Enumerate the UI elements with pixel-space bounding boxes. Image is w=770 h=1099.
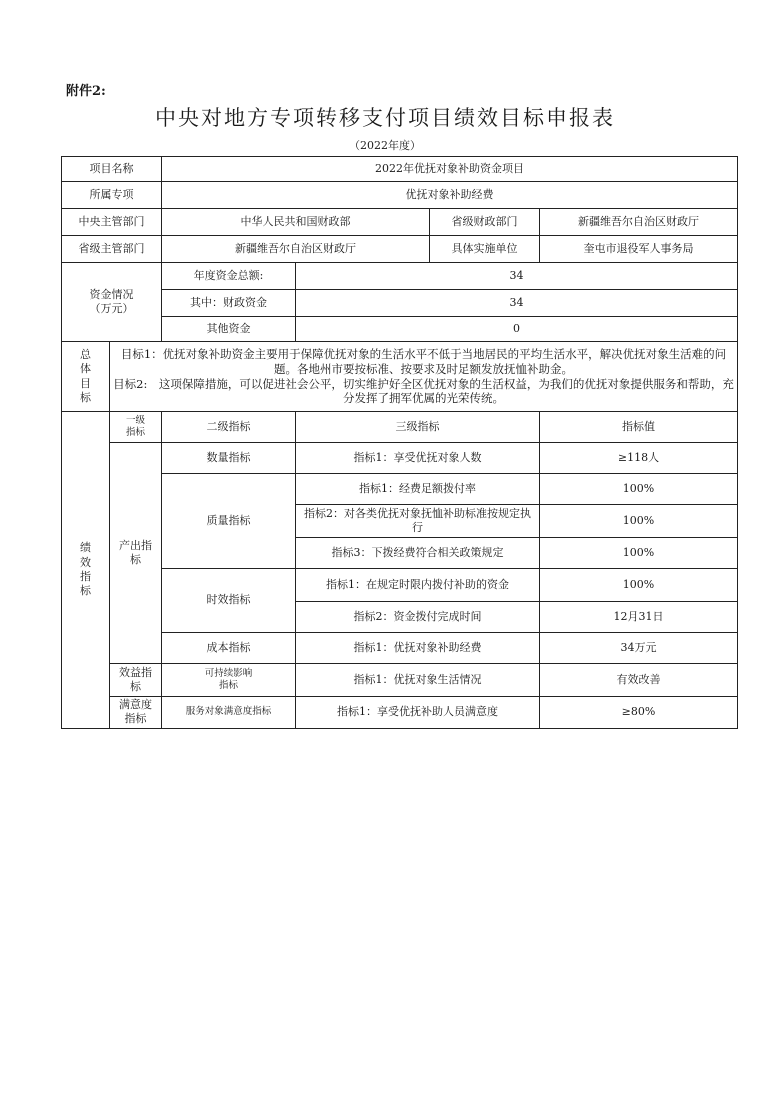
special-label: 所属专项 (62, 182, 162, 209)
project-name-label: 项目名称 (62, 157, 162, 182)
goals-label: 总 体 目 标 (62, 342, 110, 412)
funds-total-label: 年度资金总额: (162, 263, 296, 290)
t1-value: 100% (540, 569, 738, 602)
s1-value: 有效改善 (540, 664, 738, 697)
year-label: （2022年度） (349, 139, 421, 152)
prov-finance-value: 新疆维吾尔自治区财政厅 (540, 209, 738, 236)
header-level2: 二级指标 (162, 412, 296, 443)
ql2-text: 指标2：对各类优抚对象抚恤补助标准按规定执行 (296, 505, 540, 538)
impl-unit-label: 具体实施单位 (430, 236, 540, 263)
funds-other-label: 其他资金 (162, 317, 296, 342)
t2-text: 指标2：资金拨付完成时间 (296, 602, 540, 633)
ql1-text: 指标1：经费足额拨付率 (296, 474, 540, 505)
timeliness-label: 时效指标 (162, 569, 296, 633)
t2-value: 12月31日 (540, 602, 738, 633)
output-label: 产出指 标 (110, 443, 162, 664)
cost-label: 成本指标 (162, 633, 296, 664)
quantity-label: 数量指标 (162, 443, 296, 474)
ql1-value: 100% (540, 474, 738, 505)
central-dept-value: 中华人民共和国财政部 (162, 209, 430, 236)
central-dept-label: 中央主管部门 (62, 209, 162, 236)
quality-label: 质量指标 (162, 474, 296, 569)
ql2-value: 100% (540, 505, 738, 538)
goal-1: 目标1：优抚对象补助资金主要用于保障优抚对象的生活水平不低于当地居民的平均生活水平，解决优抚对象生活难的问题。各地州市要按标准、按要求及时足额发放抚恤补助金。 (120, 346, 727, 376)
funds-total-value: 34 (296, 263, 738, 290)
header-level3: 三级指标 (296, 412, 540, 443)
funds-label-line1: 资金情况 (89, 287, 134, 301)
s1-text: 指标1：优抚对象生活情况 (296, 664, 540, 697)
attachment-label: 附件2: (66, 84, 106, 99)
service-label: 服务对象满意度指标 (162, 697, 296, 729)
sat1-value: ≥80% (540, 697, 738, 729)
t1-text: 指标1：在规定时限内拨付补助的资金 (296, 569, 540, 602)
goals-text (110, 342, 738, 412)
perf-label: 绩 效 指 标 (62, 412, 110, 729)
funds-fiscal-label: 其中：财政资金 (162, 290, 296, 317)
q1-value: ≥118人 (540, 443, 738, 474)
q1-text: 指标1：享受优抚对象人数 (296, 443, 540, 474)
performance-table (61, 156, 738, 729)
ql3-text: 指标3：下拨经费符合相关政策规定 (296, 538, 540, 569)
header-level1: 一级 指标 (110, 412, 162, 443)
benefit-label: 效益指 标 (110, 664, 162, 697)
funds-other-value: 0 (296, 317, 738, 342)
prov-finance-label: 省级财政部门 (430, 209, 540, 236)
sat1-text: 指标1：享受优抚补助人员满意度 (296, 697, 540, 729)
page-title: 中央对地方专项转移支付项目绩效目标申报表 (155, 106, 615, 130)
funds-fiscal-value: 34 (296, 290, 738, 317)
c1-value: 34万元 (540, 633, 738, 664)
sustain-label: 可持续影响 指标 (162, 664, 296, 697)
ql3-value: 100% (540, 538, 738, 569)
impl-unit-value: 奎屯市退役军人事务局 (540, 236, 738, 263)
satisfaction-label: 满意度 指标 (110, 697, 162, 729)
funds-label (62, 263, 162, 342)
prov-dept-label: 省级主管部门 (62, 236, 162, 263)
project-name-value: 2022年优抚对象补助资金项目 (162, 157, 738, 182)
prov-dept-value: 新疆维吾尔自治区财政厅 (162, 236, 430, 263)
funds-label-line2: （万元） (89, 302, 134, 315)
c1-text: 指标1：优抚对象补助经费 (296, 633, 540, 664)
special-value: 优抚对象补助经费 (162, 182, 738, 209)
header-value: 指标值 (540, 412, 738, 443)
goal-2: 目标2: 这项保障措施，可以促进社会公平，切实维护好全区优抚对象的生活权益，为我们的优抚对象提供服务和帮助，充分发挥了拥军优属的光荣传统。 (113, 376, 734, 406)
